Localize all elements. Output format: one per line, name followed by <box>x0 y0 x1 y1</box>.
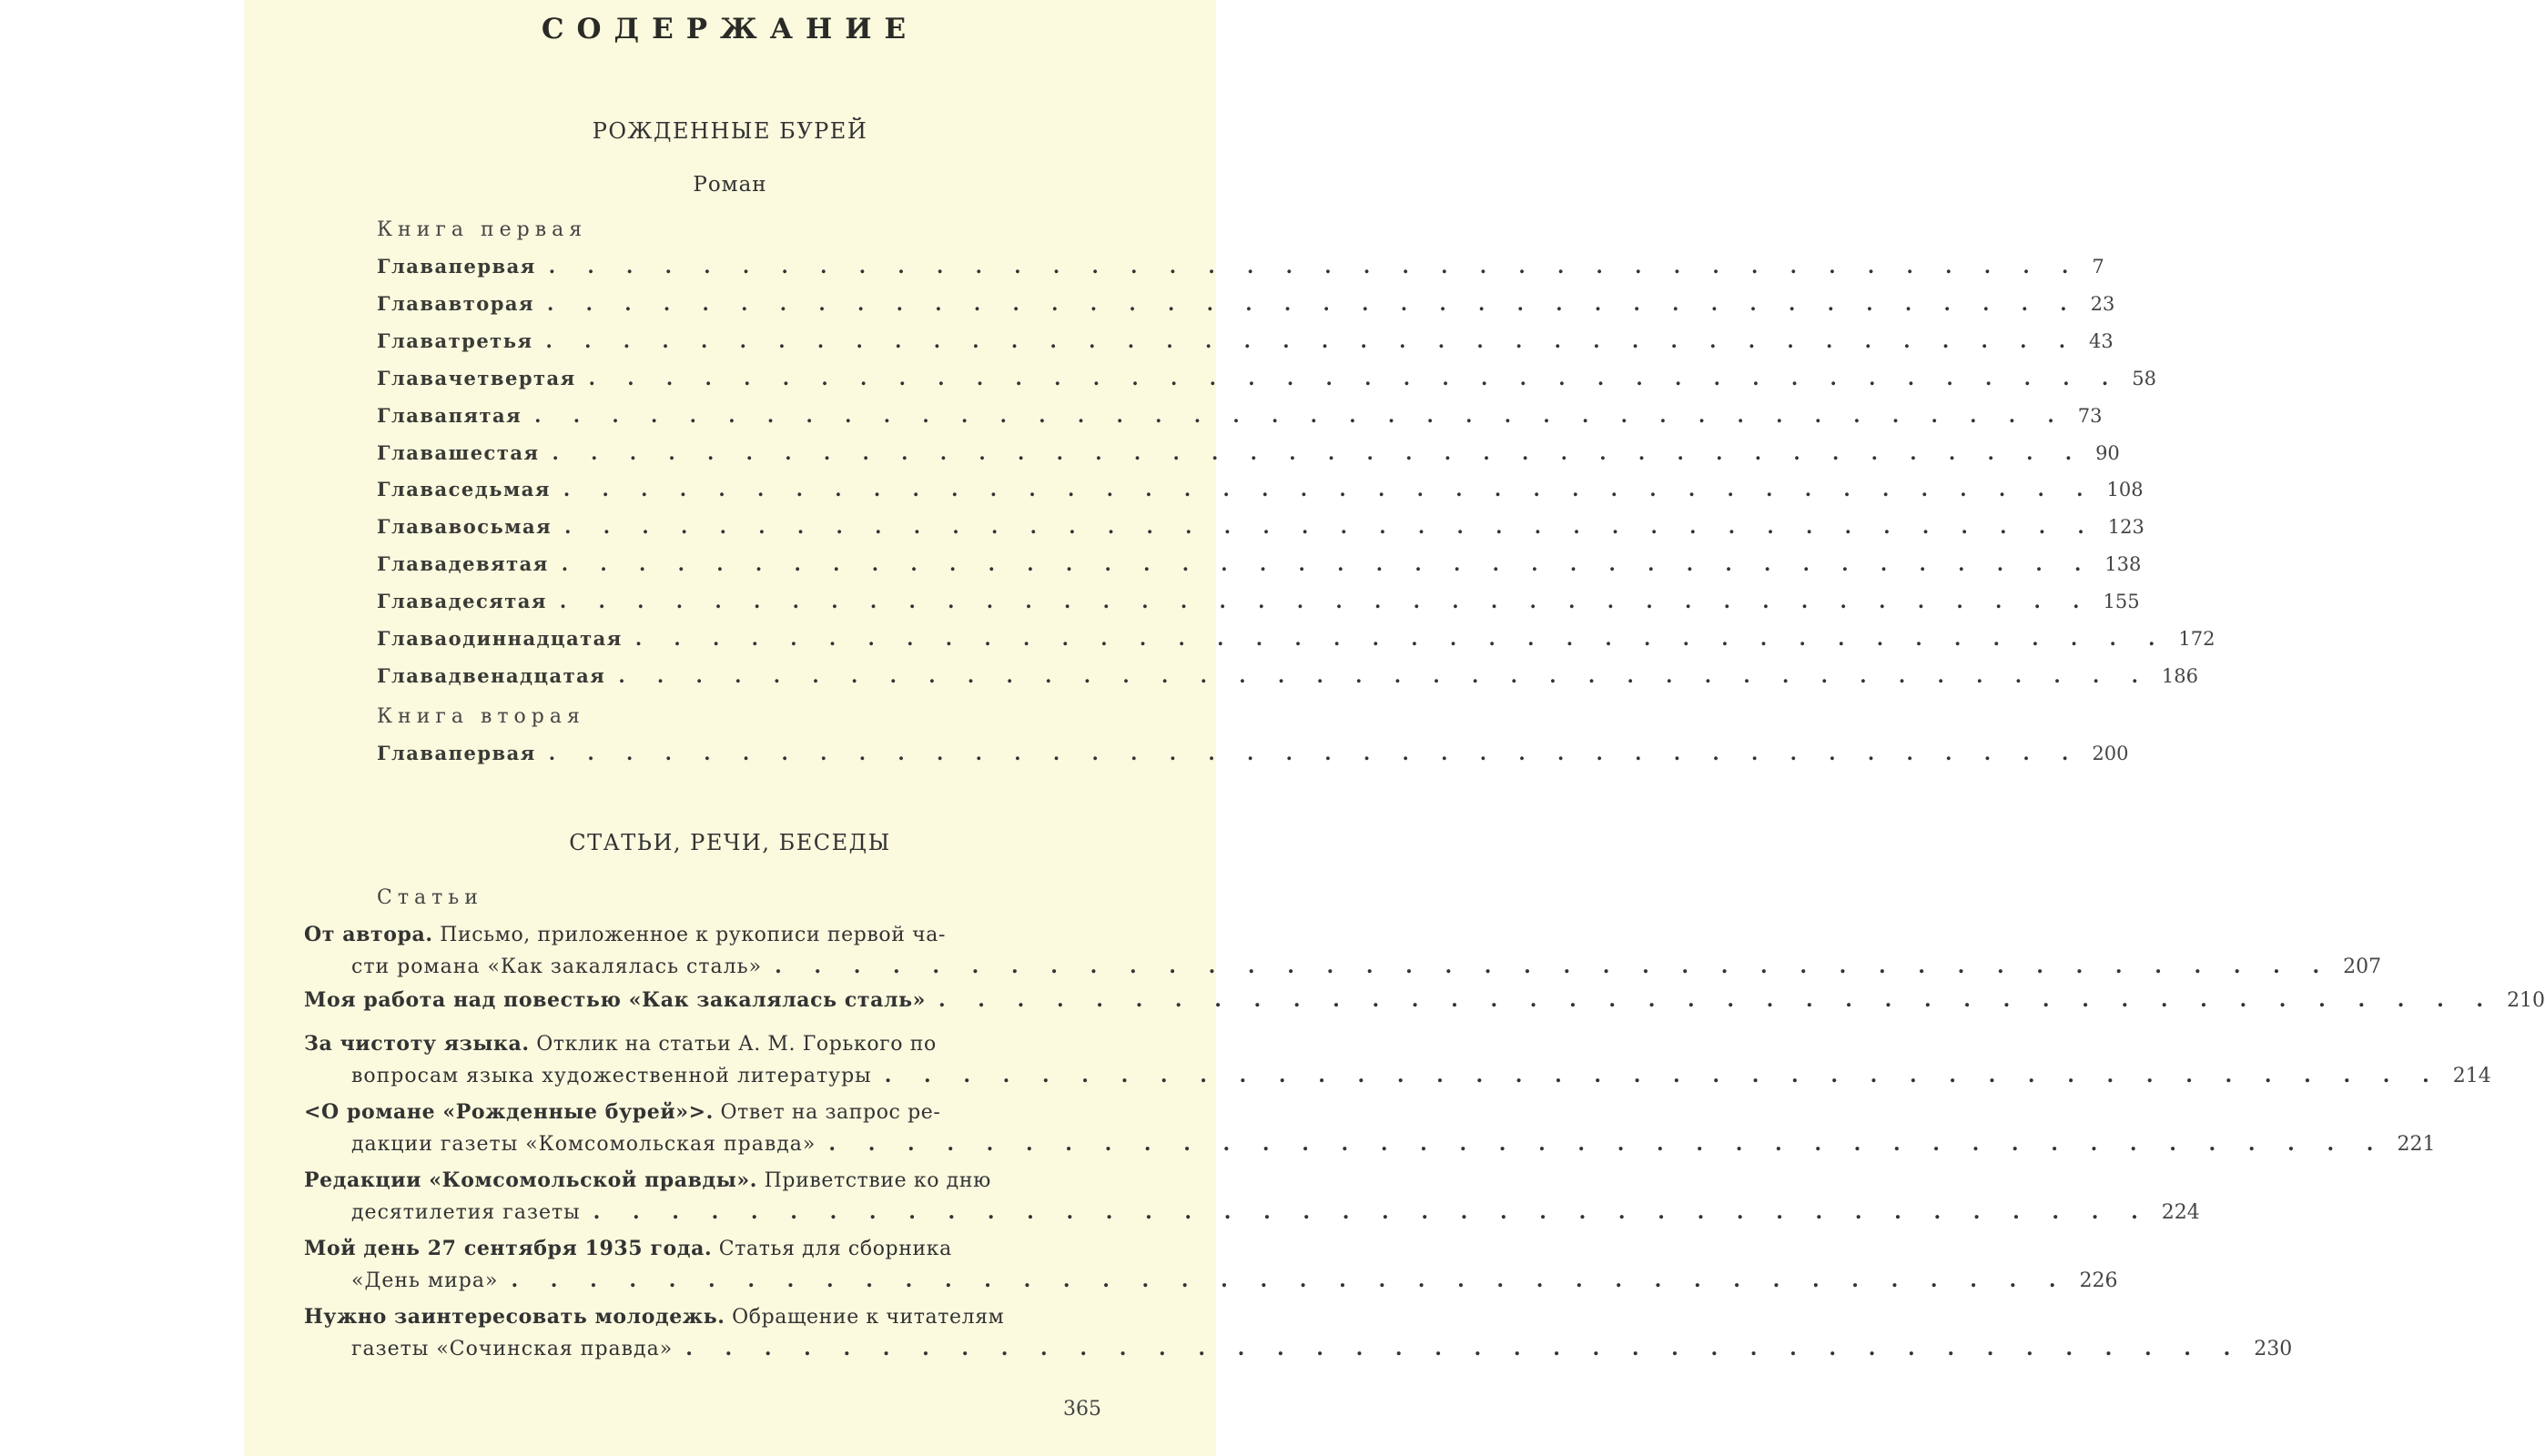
article-title: От автора. <box>304 923 433 946</box>
dot-leader: . . . . . . . . . . . . . . . . . . . . . . . . . . . . . . . . . . . . . . . . <box>534 403 2067 427</box>
article-title: Мой день 27 сентября 1935 года. <box>304 1237 713 1260</box>
article-second-line <box>304 1128 2436 1160</box>
article-second-line <box>304 1333 2293 1365</box>
chapter-name: двенадцатая <box>448 663 606 687</box>
dot-leader: . . . . . . . . . . . . . . . . . . . . . . . . . . . . . . . . . . . . . . . . <box>828 1132 2387 1156</box>
novel-genre: Роман <box>693 173 767 197</box>
chapter-page-number: 73 <box>2077 404 2103 427</box>
dot-leader: . . . . . . . . . . . . . . . . . . . . . . . . . . . . . . . . . . . . . . . . <box>938 988 2497 1012</box>
article-page-number: 221 <box>2397 1133 2436 1156</box>
toc-article-entry <box>304 1097 2436 1160</box>
article-second-line <box>304 1197 2200 1228</box>
page-title: СОДЕРЖАНИЕ <box>541 13 919 46</box>
dot-leader: . . . . . . . . . . . . . . . . . . . . . . . . . . . . . . . . . . . . . . . . <box>547 291 2080 315</box>
toc-chapter-row <box>377 552 2142 580</box>
chapter-name: третья <box>448 329 533 352</box>
article-page-number: 207 <box>2343 956 2382 978</box>
chapter-word: Глава <box>377 515 449 539</box>
chapter-name: девятая <box>448 552 549 576</box>
articles-subhead: Статьи <box>377 886 483 909</box>
toc-article-entry <box>304 1028 2491 1092</box>
chapter-page-number: 172 <box>2178 628 2215 650</box>
book-two-heading: Книга вторая <box>377 705 585 728</box>
chapter-page-number: 7 <box>2092 256 2104 278</box>
article-second-line <box>304 1265 2118 1297</box>
chapter-page-number: 186 <box>2161 664 2198 687</box>
article-first-line <box>304 1301 1116 1333</box>
article-description: Письмо, приложенное к рукописи первой ча- <box>432 924 946 946</box>
chapter-name: седьмая <box>448 478 551 501</box>
toc-chapter-row <box>377 478 2144 505</box>
article-title: Нужно заинтересовать молодежь. <box>304 1305 725 1329</box>
dot-leader: . . . . . . . . . . . . . . . . . . . . . . . . . . . . . . . . . . . . . . . . <box>685 1337 2244 1360</box>
chapter-page-number: 123 <box>2107 516 2144 539</box>
article-description-continued: «День мира» <box>351 1269 499 1292</box>
chapter-word: Глава <box>377 329 449 352</box>
chapter-page-number: 23 <box>2090 292 2115 315</box>
article-description: Отклик на статьи А. М. Горького по <box>529 1033 937 1056</box>
chapter-word: Глава <box>377 590 449 613</box>
toc-article-entry <box>304 1301 2293 1365</box>
chapter-page-number: 200 <box>2092 743 2129 764</box>
article-page-number: 230 <box>2254 1338 2293 1360</box>
article-first-line <box>304 1028 1116 1060</box>
book-page <box>244 0 2545 1456</box>
article-first-line <box>304 1233 1116 1265</box>
article-description-continued: газеты «Сочинская правда» <box>351 1338 674 1360</box>
chapter-name: десятая <box>448 590 547 613</box>
chapter-name: первая <box>448 255 536 278</box>
toc-article-entry <box>304 1165 2200 1228</box>
toc-chapter-row <box>377 440 2120 469</box>
dot-leader: . . . . . . . . . . . . . . . . . . . . . . . . . . . . . . . . . . . . . . . . <box>561 552 2094 576</box>
dot-leader: . . . . . . . . . . . . . . . . . . . . . . . . . . . . . . . . . . . . . . . . <box>618 663 2151 687</box>
chapter-page-number: 58 <box>2132 367 2156 389</box>
dot-leader: . . . . . . . . . . . . . . . . . . . . . . . . . . . . . . . . . . . . . . . . <box>545 329 2079 352</box>
article-second-line <box>304 1060 2491 1092</box>
article-description: Приветствие ко дню <box>757 1169 991 1192</box>
dot-leader: . . . . . . . . . . . . . . . . . . . . . . . . . . . . . . . . . . . . . . . . <box>552 440 2085 464</box>
dot-leader: . . . . . . . . . . . . . . . . . . . . . . . . . . . . . . . . . . . . . . . . <box>593 1200 2151 1224</box>
dot-leader: . . . . . . . . . . . . . . . . . . . . . . . . . . . . . . . . . . . . . . . . <box>775 955 2333 978</box>
article-first-line <box>304 1097 1116 1128</box>
dot-leader: . . . . . . . . . . . . . . . . . . . . . . . . . . . . . . . . . . . . . . . . <box>588 366 2122 389</box>
article-description: Статья для сборника <box>712 1238 952 1260</box>
chapter-name: восьмая <box>448 515 553 539</box>
dot-leader: . . . . . . . . . . . . . . . . . . . . . . . . . . . . . . . . . . . . . . . . <box>559 590 2093 613</box>
dot-leader: . . . . . . . . . . . . . . . . . . . . . . . . . . . . . . . . . . . . . . . . <box>634 627 2168 650</box>
toc-chapter-row <box>377 255 2104 282</box>
article-description-continued: десятилетия газеты <box>351 1201 581 1224</box>
chapter-word: Глава <box>377 663 449 687</box>
article-first-line <box>304 919 1116 951</box>
chapter-name: шестая <box>448 440 540 464</box>
toc-chapter-row <box>377 366 2156 394</box>
toc-chapter-row <box>377 590 2140 617</box>
chapter-word: Глава <box>377 291 449 315</box>
article-page-number: 226 <box>2079 1269 2118 1292</box>
article-description-continued: дакции газеты «Комсомольская правда» <box>351 1133 816 1156</box>
dot-leader: . . . . . . . . . . . . . . . . . . . . . . . . . . . . . . . . . . . . . . . . <box>564 515 2097 539</box>
toc-chapter-row <box>377 291 2115 319</box>
page-number: 365 <box>1063 1398 1101 1421</box>
chapter-word: Глава <box>377 478 449 501</box>
article-first-line <box>304 1165 1116 1197</box>
article-page-number: 214 <box>2452 1065 2491 1087</box>
article-page-number: 210 <box>2507 989 2545 1012</box>
chapter-page-number: 108 <box>2106 479 2144 501</box>
chapter-word: Глава <box>377 440 449 464</box>
chapter-word: Глава <box>377 403 449 427</box>
article-page-number: 224 <box>2161 1201 2200 1224</box>
chapter-word: Глава <box>377 627 449 650</box>
chapter-word: Глава <box>377 366 449 389</box>
article-line <box>304 985 2545 1016</box>
chapter-word: Глава <box>377 552 449 576</box>
toc-article-entry <box>304 919 2382 983</box>
article-description-continued: сти романа «Как закалялась сталь» <box>351 956 763 978</box>
chapter-page-number: 155 <box>2103 591 2140 613</box>
toc-chapter-row <box>377 742 2129 769</box>
article-title: Редакции «Комсомольской правды». <box>304 1168 758 1192</box>
chapter-page-number: 138 <box>2104 553 2142 576</box>
toc-chapter-row <box>377 403 2103 431</box>
dot-leader: . . . . . . . . . . . . . . . . . . . . . . . . . . . . . . . . . . . . . . . . <box>884 1064 2442 1087</box>
chapter-name: пятая <box>448 403 522 427</box>
chapter-word: Глава <box>377 742 449 764</box>
toc-article-entry <box>304 985 2545 1016</box>
chapter-word: Глава <box>377 255 449 278</box>
chapter-page-number: 43 <box>2089 329 2114 352</box>
article-second-line <box>304 951 2382 983</box>
dot-leader: . . . . . . . . . . . . . . . . . . . . . . . . . . . . . . . . . . . . . . . . <box>548 742 2082 764</box>
article-description: Ответ на запрос ре- <box>713 1101 941 1124</box>
toc-article-entry <box>304 1233 2118 1297</box>
toc-chapter-row <box>377 627 2215 654</box>
article-description: Обращение к читателям <box>725 1306 1005 1329</box>
book-one-heading: Книга первая <box>377 218 588 241</box>
dot-leader: . . . . . . . . . . . . . . . . . . . . . . . . . . . . . . . . . . . . . . . . <box>548 255 2082 278</box>
article-title: Моя работа над повестью «Как закалялась сталь» <box>304 988 926 1012</box>
novel-title: РОЖДЕННЫЕ БУРЕЙ <box>592 118 868 144</box>
chapter-name: вторая <box>448 291 535 315</box>
chapter-name: четвертая <box>448 366 576 389</box>
toc-chapter-row <box>377 515 2144 542</box>
dot-leader: . . . . . . . . . . . . . . . . . . . . . . . . . . . . . . . . . . . . . . . . <box>511 1269 2069 1292</box>
article-title: <О романе «Рожденные бурей»>. <box>304 1100 714 1124</box>
chapter-name: первая <box>448 742 536 764</box>
chapter-page-number: 90 <box>2095 441 2120 464</box>
dot-leader: . . . . . . . . . . . . . . . . . . . . . . . . . . . . . . . . . . . . . . . . <box>563 478 2096 501</box>
articles-section-title: СТАТЬИ, РЕЧИ, БЕСЕДЫ <box>569 830 891 855</box>
article-title: За чистоту языка. <box>304 1032 530 1056</box>
article-description-continued: вопросам языка художественной литературы <box>351 1065 872 1087</box>
chapter-name: одиннадцатая <box>448 627 623 650</box>
toc-chapter-row <box>377 329 2114 357</box>
toc-chapter-row <box>377 663 2198 692</box>
